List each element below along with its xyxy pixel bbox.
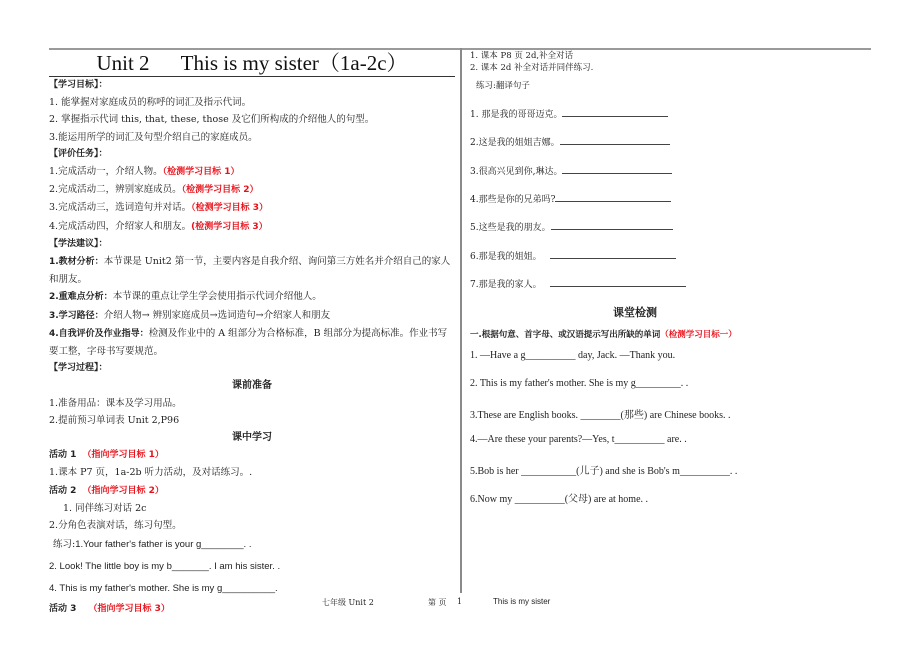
method-text: 介绍人物→ 辨别家庭成员→选词造句→介绍家人和朋友 [103,309,331,321]
translate-text: 6.那是我的姐姐。 [470,252,542,262]
practice-item: 4. This is my father's mother. She is my g__________. [49,583,278,595]
method-continuation: 要工整，字母书写要规范。 [49,346,164,358]
translate-item [470,220,673,233]
footer-lesson: This is my sister [493,597,551,606]
answer-blank[interactable] [560,136,670,145]
class-heading: 课中学习 [232,432,272,444]
method-label: 4.自我评价及作业指导： [49,328,149,339]
quiz-item: 5.Bob is her ___________(儿子) and she is Bob's m__________. . [470,466,738,477]
task-text: 2.完成活动二，辨别家庭成员。 [49,184,182,196]
translate-item [470,164,672,177]
task-item [49,218,455,236]
activity-label: 活动 2 [49,485,77,496]
activity-2-heading [49,482,455,500]
translate-item [470,249,676,262]
left-column [49,50,455,618]
quiz-item: 1. —Have a g__________ day, Jack. —Thank you. [470,350,676,361]
practice-item: 2. Look! The little boy is my b_______. I am his sister. . [49,561,281,573]
translate-text: 4.那些是你的兄弟吗? [470,195,556,205]
instruction-tag: （检测学习目标一） [660,330,737,340]
task-tag: （检测学习目标 3） [191,203,268,214]
translate-heading: 练习:翻译句子 [476,81,530,91]
activity-item: 1.课本 P7 页，1a-2b 听力活动，及对话练习。. [49,467,253,479]
footer-page-label: 第 页 [428,598,447,607]
method-label: 1.教材分析： [49,257,104,268]
translate-list [470,92,800,322]
column-divider [460,48,462,593]
answer-blank[interactable] [550,278,686,287]
quiz-item: 2. This is my father's mother. She is my g_________. . [470,378,689,389]
prep-heading: 课前准备 [232,380,272,392]
answer-blank[interactable] [550,250,676,259]
method-text: 本节课是 Unit2 第一节，主要内容是自我介绍、询问第三方姓名并介绍自己的家人 [103,256,451,268]
method-item [49,253,455,271]
step-item: 1. 课本 P8 页 2d,补全对话 [470,51,574,61]
right-column [470,50,800,505]
task-text: 4.完成活动四，介绍家人和朋友。 [49,220,192,232]
activity-tag: （指向学习目标 2） [82,485,164,496]
prep-item: 1.准备用品：课本及学习用品。 [49,397,182,409]
task-text: 1.完成活动一，介绍人物。 [49,166,163,178]
activity-item: 1. 同伴练习对话 2c [63,502,147,514]
quiz-item: 6.Now my __________(父母) are at home. . [470,494,649,505]
translate-item [470,135,670,148]
answer-blank[interactable] [562,108,668,117]
translate-text: 5.这些是我的朋友。 [470,223,551,233]
method-item [49,325,455,343]
objective-item: 3.能运用所学的词汇及句型介绍自己的家庭成员。 [49,131,258,143]
method-label: 3.学习路径： [49,310,104,321]
task-item [49,181,455,199]
translate-text: 2.这是我的姐姐吉娜。 [470,138,560,148]
method-continuation: 和朋友。 [49,274,88,286]
activity-label: 活动 1 [49,450,77,461]
step-item: 2. 课本 2d 补全对话并同伴练习. [470,63,594,73]
activity-1-heading [49,446,455,464]
objective-item: 1. 能掌握对家庭成员的称呼的词汇及指示代词。 [49,97,252,109]
method-item [49,307,455,325]
practice-item [49,534,455,556]
objective-item: 2. 掌握指示代词 this, that, these, those 及它们所构成的介绍他人的句型。 [49,114,375,126]
prep-item: 2.提前预习单词表 Unit 2,P96 [49,414,180,426]
objectives-heading: 【学习目标】： [49,80,108,90]
answer-blank[interactable] [562,165,672,174]
activity-item: 2.分角色表演对话，练习句型。 [49,520,182,532]
activity-tag: （指向学习目标 3） [88,604,170,615]
quiz-item: 4.—Are these your parents?—Yes, t__________ are. . [470,434,687,445]
task-text: 3.完成活动三，选词造句并对话。 [49,202,192,214]
answer-blank[interactable] [555,193,671,202]
translate-text: 1. 那是我的哥哥迈克。 [470,110,563,120]
method-heading: 【学法建议】： [49,238,108,249]
translate-item [470,277,686,290]
quiz-item: 3.These are English books. ________(那些) are Chinese books. . [470,410,731,421]
task-tag: （检测学习目标 2） [181,185,259,196]
task-item [49,163,455,181]
instruction-text: 一.根据句意、首字母、或汉语提示写出所缺的单词 [470,330,661,340]
activity-label: 活动 3 [49,604,77,615]
quiz-instruction [470,328,737,340]
translate-text: 3.很高兴见到你,琳达。 [470,167,563,177]
tasks-heading: 【评价任务】： [49,148,108,159]
method-text: 本节课的重点让学生学会使用指示代词介绍他人。 [112,291,322,303]
translate-item [470,192,671,205]
footer-grade: 七年级 Unit 2 [322,598,374,607]
task-tag: （检测学习目标 1） [162,167,240,178]
translate-text: 7.那是我的家人。 [470,280,542,290]
page-title: Unit 2 This is my sister（1a-2c） [49,50,455,77]
footer-page-number: 1 [457,597,463,606]
quiz-heading: 课堂检测 [613,306,657,319]
method-item [49,288,455,306]
task-tag: (检测学习目标 3） [191,221,268,232]
answer-blank[interactable] [551,221,673,230]
translate-item [470,107,668,120]
process-heading: 【学习过程】： [49,363,108,374]
method-text: 检测及作业中的 A 组部分为合格标准，B 组部分为提高标准。作业书写 [148,327,448,339]
activity-3-heading [49,600,455,618]
method-label: 2.重难点分析： [49,292,113,303]
practice-label: 练习: [53,539,76,551]
activity-tag: （指向学习目标 1） [82,450,164,461]
task-item [49,199,455,217]
practice-text: 1.Your father's father is your g________. . [75,539,252,551]
